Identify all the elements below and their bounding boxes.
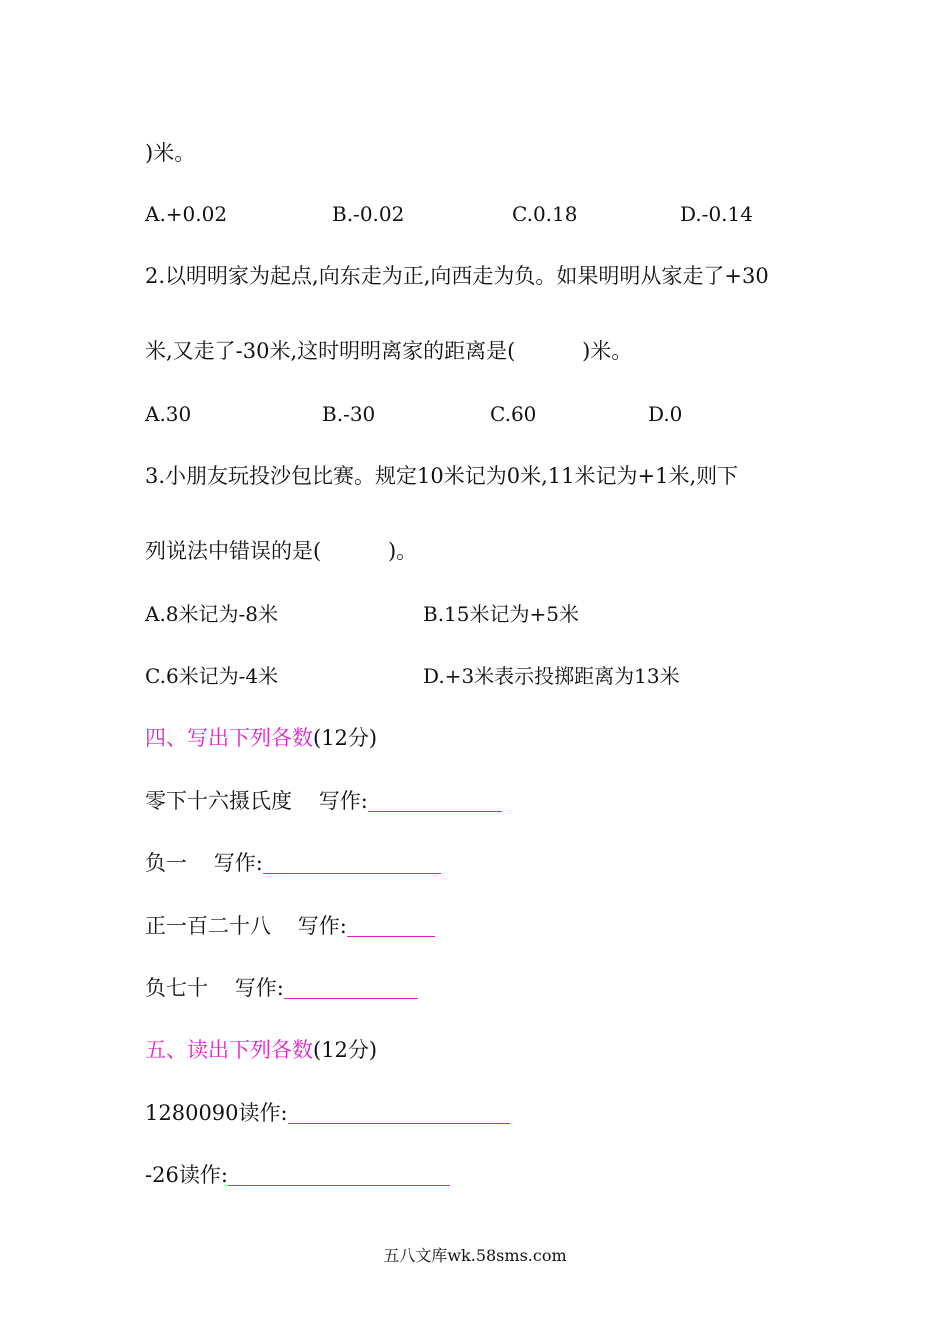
q3-option-a: A.8米记为-8米 bbox=[145, 602, 279, 626]
answer-blank[interactable] bbox=[347, 914, 435, 937]
q3-stem-line2: 列说法中错误的是( )。 bbox=[145, 539, 418, 563]
q3-option-c: C.6米记为-4米 bbox=[145, 664, 279, 688]
section4-heading bbox=[145, 724, 377, 752]
q1-option-b: B.-0.02 bbox=[332, 202, 405, 226]
q2-option-a: A.30 bbox=[145, 402, 192, 426]
section5-item-2 bbox=[145, 1161, 450, 1189]
answer-blank[interactable] bbox=[288, 1101, 510, 1124]
item-label: 零下十六摄氏度 写作: bbox=[145, 789, 368, 813]
section4-score: (12分) bbox=[313, 726, 378, 750]
item-label: -26读作: bbox=[145, 1163, 228, 1187]
q3-stem-line1: 3.小朋友玩投沙包比赛。规定10米记为0米,11米记为+1米,则下 bbox=[145, 464, 739, 488]
q2-stem-line2: 米,又走了-30米,这时明明离家的距离是( )米。 bbox=[145, 339, 633, 363]
section4-title: 四、写出下列各数 bbox=[145, 726, 313, 750]
q3-option-b: B.15米记为+5米 bbox=[423, 602, 579, 626]
section4-item-3 bbox=[145, 912, 435, 940]
item-label: 负七十 写作: bbox=[145, 976, 284, 1000]
q1-option-a: A.+0.02 bbox=[145, 202, 228, 226]
footer-watermark: 五八文库wk.58sms.com bbox=[383, 1246, 567, 1265]
q2-stem-line1: 2.以明明家为起点,向东走为正,向西走为负。如果明明从家走了+30 bbox=[145, 264, 769, 288]
section4-item-1 bbox=[145, 787, 502, 815]
q3-option-d: D.+3米表示投掷距离为13米 bbox=[423, 664, 680, 688]
answer-blank[interactable] bbox=[263, 851, 441, 874]
section4-item-4 bbox=[145, 974, 418, 1002]
q2-option-c: C.60 bbox=[490, 402, 537, 426]
q1-option-d: D.-0.14 bbox=[680, 202, 753, 226]
q2-option-b: B.-30 bbox=[322, 402, 376, 426]
answer-blank[interactable] bbox=[368, 789, 502, 812]
section5-heading bbox=[145, 1036, 377, 1064]
section5-score: (12分) bbox=[313, 1038, 378, 1062]
item-label: 1280090读作: bbox=[145, 1101, 288, 1125]
section5-item-1 bbox=[145, 1099, 510, 1127]
answer-blank[interactable] bbox=[284, 976, 418, 999]
q1-answer-tail: )米。 bbox=[145, 141, 196, 165]
q2-option-d: D.0 bbox=[648, 402, 683, 426]
section5-title: 五、读出下列各数 bbox=[145, 1038, 313, 1062]
item-label: 正一百二十八 写作: bbox=[145, 914, 347, 938]
item-label: 负一 写作: bbox=[145, 851, 263, 875]
answer-blank[interactable] bbox=[228, 1163, 450, 1186]
section4-item-2 bbox=[145, 849, 441, 877]
q1-option-c: C.0.18 bbox=[512, 202, 578, 226]
